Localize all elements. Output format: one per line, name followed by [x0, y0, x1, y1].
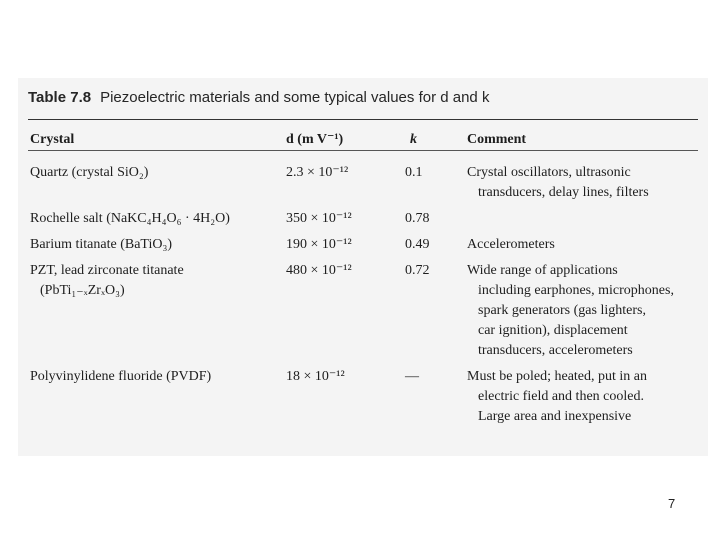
page-number: 7 [668, 496, 676, 511]
row-pzt-comment-1: Wide range of applications [467, 263, 618, 278]
row-pvdf-comment-1: Must be poled; heated, put in an [467, 369, 648, 384]
top-rule [28, 119, 698, 120]
row-pzt-comment-3: spark generators (gas lighters, [478, 303, 646, 318]
row-pvdf-comment-3: Large area and inexpensive [478, 409, 632, 424]
row-barium-comment-1: Accelerometers [467, 237, 555, 252]
row-pzt-d: 480 × 10⁻¹² [286, 263, 352, 278]
row-rochelle-crystal: Rochelle salt (NaKC₄H₄O₆ · 4H₂O) [30, 211, 230, 226]
table-number: Table 7.8 [28, 89, 92, 106]
table-caption [28, 89, 489, 106]
row-pvdf-crystal: Polyvinylidene fluoride (PVDF) [30, 369, 212, 384]
header-crystal: Crystal [30, 132, 75, 147]
row-quartz-k: 0.1 [405, 165, 423, 180]
header-rule [28, 150, 698, 151]
row-pzt-comment-4: car ignition), displacement [478, 323, 628, 338]
header-comment: Comment [467, 132, 527, 147]
row-barium-crystal: Barium titanate (BaTiO₃) [30, 237, 173, 252]
row-pzt-crystal-2: (PbTi₁₋ₓZrₓO₃) [40, 283, 125, 298]
row-pvdf-d: 18 × 10⁻¹² [286, 369, 345, 384]
row-pvdf-k: — [405, 369, 419, 384]
row-quartz-comment-1: Crystal oscillators, ultrasonic [467, 165, 631, 180]
row-pzt-k: 0.72 [405, 263, 430, 278]
row-rochelle-k: 0.78 [405, 211, 430, 226]
row-barium-k: 0.49 [405, 237, 430, 252]
row-pvdf-comment-2: electric field and then cooled. [478, 389, 644, 404]
row-barium-d: 190 × 10⁻¹² [286, 237, 352, 252]
row-quartz-d: 2.3 × 10⁻¹² [286, 165, 349, 180]
row-pzt-crystal-1: PZT, lead zirconate titanate [30, 263, 184, 278]
table-title: Piezoelectric materials and some typical values for d and k [100, 89, 490, 106]
header-k: k [410, 132, 417, 147]
row-pzt-comment-2: including earphones, microphones, [478, 283, 674, 298]
row-quartz-comment-2: transducers, delay lines, filters [478, 185, 649, 200]
row-rochelle-d: 350 × 10⁻¹² [286, 211, 352, 226]
row-quartz-crystal: Quartz (crystal SiO₂) [30, 165, 149, 180]
header-d: d (m V⁻¹) [286, 132, 344, 147]
row-pzt-comment-5: transducers, accelerometers [478, 343, 633, 358]
